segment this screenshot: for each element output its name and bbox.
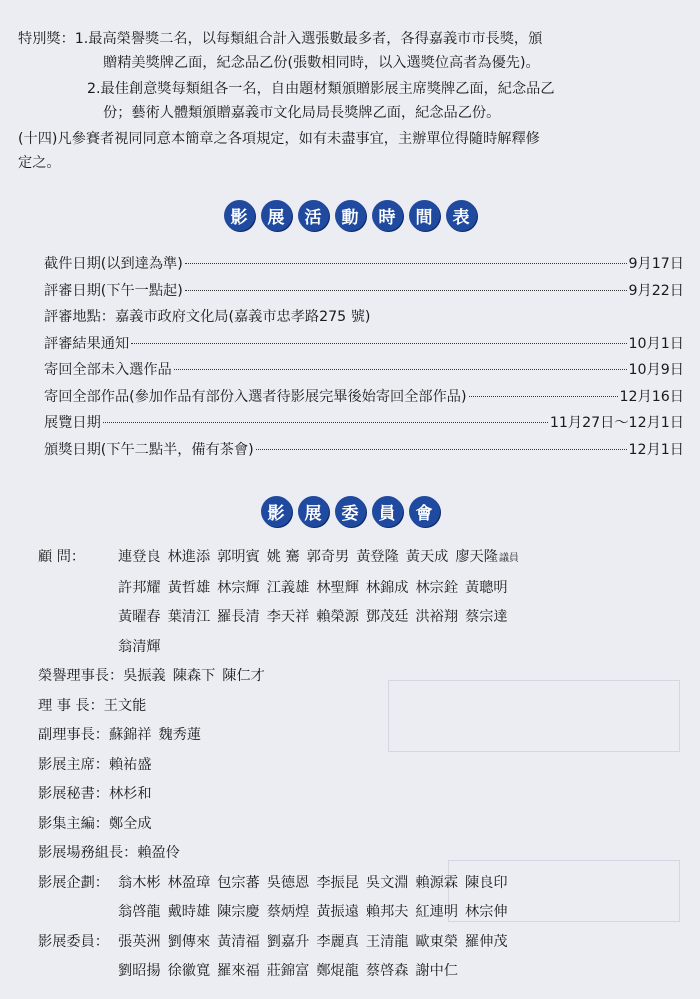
advisors-names: [118, 543, 526, 662]
person-name: 劉傳來: [167, 933, 211, 950]
person-name: 洪裕翔: [415, 609, 459, 625]
exhibition-chair-label: 影展主席：: [38, 756, 109, 773]
name-group: [118, 898, 515, 928]
person-name: 陳良印: [465, 874, 508, 891]
person-name: 歐東榮: [415, 933, 459, 950]
person-name: 廖天隆: [455, 549, 498, 565]
chair-label: 理 事 長：: [38, 697, 104, 714]
schedule-date: 9月17日: [628, 256, 684, 272]
person-name: 黃振遠: [316, 904, 359, 920]
person-name: 鄭全成: [108, 815, 152, 832]
members-names: [118, 928, 515, 987]
person-name: 許邦耀: [118, 579, 161, 596]
advisors-label: 顧 問：: [38, 549, 86, 565]
person-name: 李振昆: [316, 874, 359, 891]
committee-row-honorary: [38, 662, 688, 692]
planning-label: 影展企劃：: [38, 874, 109, 891]
heading-char: 員: [372, 496, 403, 527]
intro-line-1: [18, 28, 682, 50]
person-name: 紅連明: [415, 904, 459, 920]
name-group: [109, 810, 159, 840]
special-award-label: 特別獎：: [18, 31, 75, 47]
person-name: 林宗銓: [415, 579, 459, 596]
committee-row-venue: [38, 839, 688, 869]
schedule-label: 截件日期(以到達為準): [44, 256, 183, 272]
intro-line-2: 贈精美獎牌乙面，紀念品乙份(張數相同時，以入選獎位高者為優先)。: [103, 55, 540, 71]
honorary-label: 榮譽理事長：: [38, 668, 124, 684]
person-name: 陳仁才: [222, 668, 265, 684]
person-name: 吳振義: [123, 668, 166, 684]
schedule-label: 寄回全部未入選作品: [44, 362, 172, 378]
heading-char: 活: [298, 200, 329, 231]
schedule-row: [44, 439, 684, 466]
person-name: 羅來福: [217, 963, 260, 979]
person-name: 翁木彬: [118, 874, 161, 891]
person-name: 黃哲雄: [167, 579, 211, 596]
person-name: 蔡宗達: [465, 609, 508, 625]
heading-char: 影: [224, 200, 255, 231]
person-name: 林錦成: [365, 579, 409, 596]
name-group: [118, 957, 515, 987]
person-name: 謝中仁: [415, 963, 459, 979]
schedule-row: [44, 386, 684, 413]
person-name: 黃曜春: [118, 609, 161, 625]
venue-label: 影展場務組長：: [38, 845, 138, 861]
person-name: 王文能: [103, 697, 147, 714]
person-name: 林宗伸: [465, 904, 508, 920]
name-group: [109, 751, 159, 781]
schedule-label: 頒獎日期(下午二點半，備有茶會): [44, 441, 254, 458]
person-name: 林杉和: [108, 786, 152, 802]
schedule-label: 寄回全部作品(參加作品有部份入選者待影展完畢後始寄回全部作品): [44, 388, 467, 405]
heading-char: 委: [335, 496, 366, 527]
person-name: 莊錦富: [266, 963, 310, 979]
person-name: 劉嘉升: [266, 933, 310, 950]
heading-char: 會: [409, 496, 440, 527]
schedule-date: 10月9日: [628, 362, 684, 378]
leader-dots: [185, 263, 627, 264]
schedule-date: 10月1日: [628, 335, 684, 352]
person-name: 魏秀蓮: [158, 727, 202, 743]
heading-char: 表: [446, 200, 477, 231]
name-group: [118, 603, 526, 633]
committee-heading: [0, 496, 700, 527]
person-name: 賴邦夫: [365, 904, 409, 920]
heading-char: 展: [298, 496, 329, 527]
heading-char: 動: [335, 200, 366, 231]
heading-char: 間: [409, 200, 440, 231]
schedule-row: [44, 306, 684, 333]
person-name: 賴祐盛: [108, 756, 152, 773]
schedule-row: [44, 333, 684, 360]
person-name: 蘇錦祥: [108, 727, 152, 743]
name-group: [118, 928, 515, 958]
schedule-label: 評審結果通知: [44, 335, 130, 352]
schedule-label: 評審地點：嘉義市政府文化局(嘉義市忠孝路275 號): [44, 309, 371, 325]
committee-row-vice: [38, 721, 688, 751]
schedule-date: 11月27日～12月1日: [549, 415, 684, 431]
leader-dots: [174, 369, 627, 370]
committee-row-exhibition-chair: [38, 751, 688, 781]
name-group: [118, 543, 526, 574]
committee-row-planning: [38, 869, 688, 928]
person-name: 江義雄: [266, 579, 310, 596]
planning-names: [118, 869, 515, 928]
schedule-row: [44, 253, 684, 280]
leader-dots: [469, 396, 618, 397]
person-name: 黃登隆: [356, 549, 399, 565]
person-name: 郭奇男: [306, 549, 350, 565]
person-name: 徐徽寬: [167, 963, 211, 979]
schedule-row: [44, 412, 684, 439]
schedule-date: 9月22日: [628, 282, 684, 299]
schedule-heading: [0, 200, 700, 231]
person-name: 陳宗慶: [217, 904, 260, 920]
intro-line-3: 2.最佳創意獎每類組各一名，自由題材類頒贈影展主席獎牌乙面，紀念品乙: [87, 81, 555, 97]
person-name: 黃清福: [217, 933, 260, 950]
person-name: 戴時雄: [167, 904, 211, 920]
secretary-label: 影展秘書：: [38, 786, 109, 802]
name-group: [118, 869, 515, 899]
person-name: 林進添: [167, 549, 211, 565]
heading-char: 展: [261, 200, 292, 231]
members-label: 影展委員：: [38, 933, 109, 950]
vice-chair-label: 副理事長：: [38, 727, 109, 743]
schedule-label: 展覽日期: [44, 415, 101, 431]
intro-text: 1.最高榮譽獎二名，以每類組合計入選張數最多者，各得嘉義市市長獎，頒: [74, 31, 543, 47]
heading-char: 影: [261, 496, 292, 527]
person-name: 羅伸茂: [465, 933, 508, 950]
person-name: 包宗蕃: [217, 874, 260, 891]
heading-char: 時: [372, 200, 403, 231]
name-group: [118, 574, 526, 604]
name-group: [118, 633, 526, 663]
person-name: 郭明賓: [217, 549, 260, 565]
person-name: 李天祥: [266, 609, 310, 625]
person-name: 陳森下: [172, 668, 216, 684]
schedule-row: [44, 359, 684, 386]
person-name: 姚 騫: [266, 549, 300, 565]
person-name: 黃聰明: [465, 579, 508, 596]
person-name: 張英洲: [118, 933, 161, 950]
person-name: 連登良: [118, 549, 161, 565]
person-name: 劉昭揚: [118, 963, 161, 979]
intro-line-4: 份；藝術人體類頒贈嘉義市文化局局長獎牌乙面，紀念品乙份。: [103, 105, 501, 121]
name-group: [109, 721, 208, 751]
intro-line-6: 定之。: [18, 155, 61, 171]
name-group: [104, 692, 154, 722]
intro-line-5: (十四)凡參賽者視同同意本簡章之各項規定，如有未盡事宜，主辦單位得隨時解釋修: [18, 131, 540, 147]
person-name: 賴源霖: [415, 874, 459, 891]
leader-dots: [256, 449, 627, 450]
person-name: 林盈璋: [167, 874, 211, 891]
person-name: 林宗輝: [217, 579, 260, 596]
person-name: 吳文淵: [365, 874, 409, 891]
name-group: [137, 839, 187, 869]
person-name: 葉清江: [167, 609, 211, 625]
person-name: 賴榮源: [316, 609, 359, 625]
name-group: [123, 662, 272, 692]
committee-row-secretary: [38, 780, 688, 810]
committee-row-chair: [38, 692, 688, 722]
name-group: [109, 780, 159, 810]
person-name: 翁清輝: [118, 638, 161, 655]
title-note: 議員: [498, 553, 519, 564]
person-name: 羅長清: [217, 609, 260, 625]
person-name: 鄭焜龍: [316, 963, 359, 979]
leader-dots: [131, 343, 626, 344]
leader-dots: [103, 422, 548, 423]
schedule-date: 12月16日: [619, 388, 684, 405]
committee-list: [38, 543, 688, 987]
schedule-date: 12月1日: [628, 441, 684, 458]
person-name: 李麗真: [316, 933, 359, 950]
person-name: 翁啓龍: [118, 904, 161, 920]
person-name: 吳德恩: [266, 874, 310, 891]
person-name: 蔡啓森: [365, 963, 409, 979]
person-name: 賴盈伶: [137, 845, 180, 861]
person-name: 王清龍: [365, 933, 409, 950]
committee-row-advisors: [38, 543, 688, 662]
committee-row-editor: [38, 810, 688, 840]
leader-dots: [185, 290, 627, 291]
committee-row-members: [38, 928, 688, 987]
person-name: 鄧茂廷: [365, 609, 409, 625]
schedule-list: [44, 253, 684, 465]
person-name: 蔡炳煌: [266, 904, 310, 920]
person-name: 林聖輝: [316, 579, 359, 596]
person-name: 黃天成: [405, 549, 449, 565]
schedule-label: 評審日期(下午一點起): [44, 282, 183, 299]
editor-label: 影集主編：: [38, 815, 109, 832]
schedule-row: [44, 280, 684, 307]
